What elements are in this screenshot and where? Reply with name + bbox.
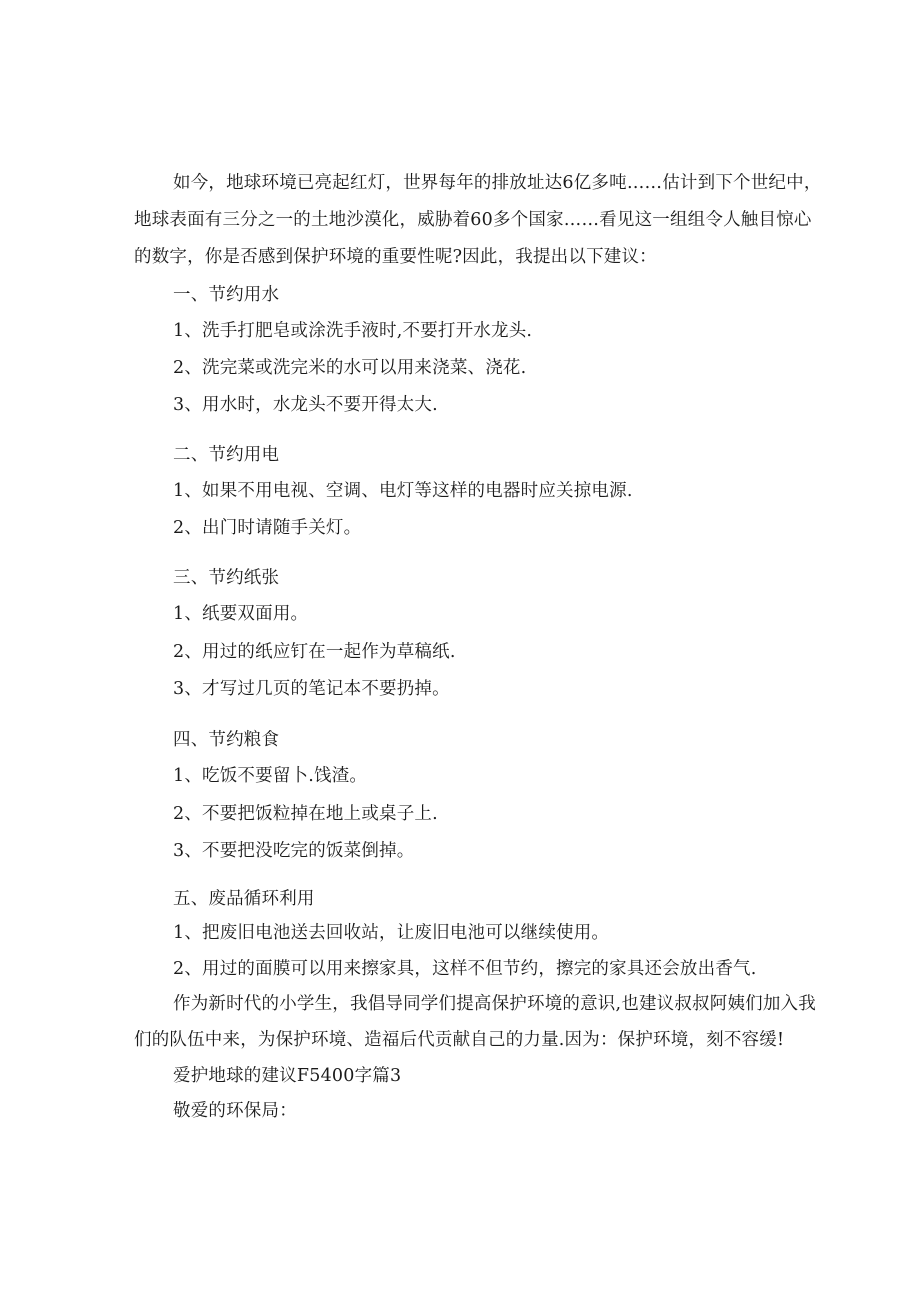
section-heading-paper: 三、节约纸张 [173,568,280,588]
list-item: 1、吃饭不要留卜.饯渣。 [173,766,368,786]
list-item: 3、才写过几页的笔记本不要扔掉。 [173,679,450,699]
section-heading-electricity: 二、节约用电 [173,445,280,465]
section-heading-recycling: 五、废品循环利用 [173,889,315,909]
list-item: 1、把废旧电池送去回收站，让废旧电池可以继续使用。 [173,923,610,943]
intro-line-3: 的数字，你是否感到保护环境的重要性呢?因此，我提出以下建议： [134,247,657,267]
section-heading-food: 四、节约粮食 [173,730,280,750]
list-item: 2、不要把饭粒掉在地上或桌子上. [173,804,438,824]
list-item: 2、用过的面膜可以用来擦家具，这样不但节约，擦完的家具还会放出香气. [173,959,757,979]
closing-line-1: 作为新时代的小学生，我倡导同学们提高保护环境的意识,也建议叔叔阿姨们加入我 [173,994,816,1014]
list-item: 2、用过的纸应钉在一起作为草稿纸. [173,642,456,662]
list-item: 2、洗完菜或洗完米的水可以用来浇菜、浇花. [173,358,527,378]
salutation: 敬爱的环保局： [173,1101,297,1121]
list-item: 3、用水时，水龙头不要开得太大. [173,395,438,415]
list-item: 1、纸要双面用。 [173,604,309,624]
closing-line-2: 们的队伍中来，为保护环境、造福后代贡献自己的力量.因为：保护环境，刻不容缓! [134,1030,785,1050]
section-heading-water: 一、节约用水 [173,285,280,305]
intro-line-1: 如今，地球环境已亮起红灯，世界每年的排放址达6亿多吨……估计到下个世纪中， [173,173,822,193]
intro-line-2: 地球表面有三分之一的土地沙漠化，威胁着60多个国家……看见这一组组令人触目惊心 [134,210,812,230]
list-item: 2、出门时请随手关灯。 [173,518,362,538]
list-item: 3、不要把没吃完的饭菜倒掉。 [173,841,415,861]
list-item: 1、如果不用电视、空调、电灯等这样的电器时应关掠电源. [173,481,633,501]
list-item: 1、洗手打肥皂或涂洗手液时,不要打开水龙头. [173,321,533,341]
next-article-title: 爱护地球的建议F5400字篇3 [173,1066,402,1086]
